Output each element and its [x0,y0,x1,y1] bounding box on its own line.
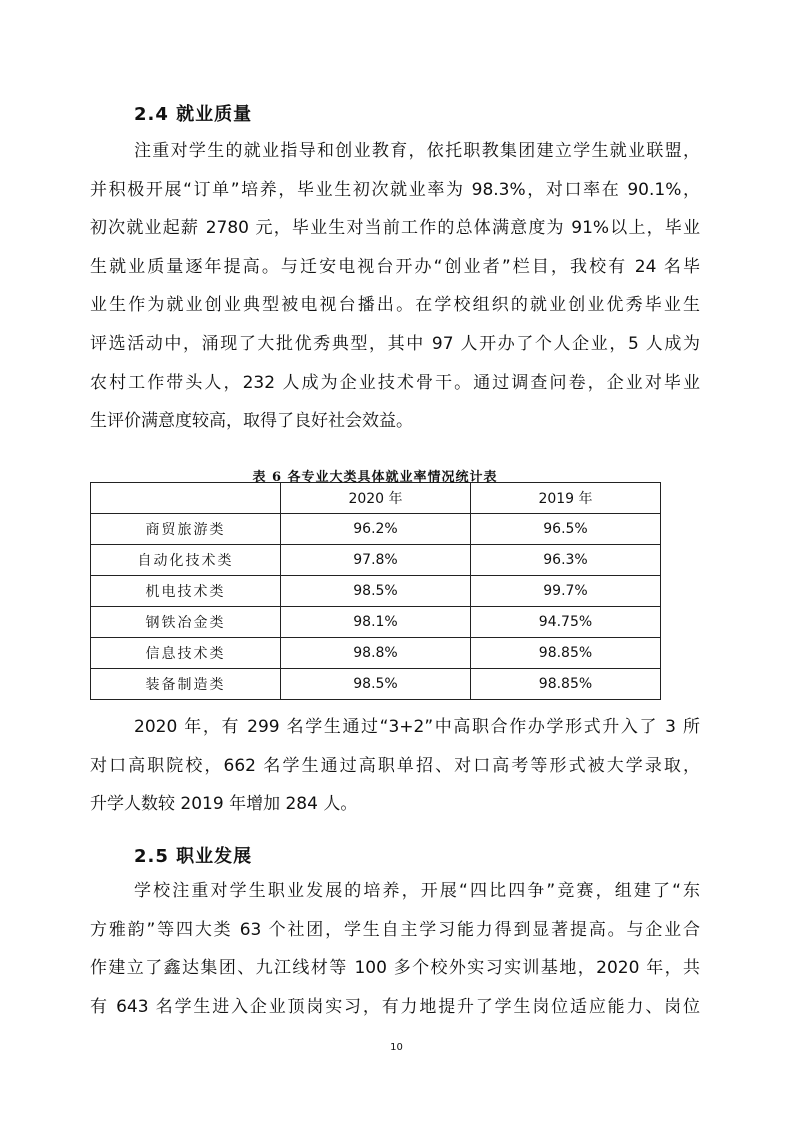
header-cell-blank [91,483,281,514]
paragraph-line: 有 643 名学生进入企业顶岗实习，有力地提升了学生岗位适应能力、岗位 [90,996,700,1017]
table-row [91,607,661,638]
category-cell: 商贸旅游类 [91,514,281,545]
header-cell-2020: 2020 年 [281,483,471,514]
paragraph-line: 初次就业起薪 2780 元，毕业生对当前工作的总体满意度为 91%以上，毕业 [90,218,700,239]
paragraph-line: 对口高职院校，662 名学生通过高职单招、对口高考等形式被大学录取， [90,755,700,776]
paragraph-line: 评选活动中，涌现了大批优秀典型，其中 97 人开办了个人企业，5 人成为 [90,333,700,354]
category-cell: 装备制造类 [91,669,281,700]
rate-2020-cell: 97.8% [281,545,471,576]
page-number: 10 [390,1042,403,1053]
paragraph-line: 升学人数较 2019 年增加 284 人。 [90,794,358,815]
paragraph-line: 并积极开展“订单”培养，毕业生初次就业率为 98.3%，对口率在 90.1%， [90,179,700,200]
paragraph-line: 农村工作带头人，232 人成为企业技术骨干。通过调查问卷，企业对毕业 [90,372,700,393]
rate-2019-cell: 94.75% [471,607,661,638]
further-study-paragraph [90,708,700,824]
rate-2019-cell: 98.85% [471,669,661,700]
employment-rate-table [90,482,661,700]
table-row [91,514,661,545]
paragraph-line: 生就业质量逐年提高。与迁安电视台开办“创业者”栏目，我校有 24 名毕 [90,256,700,277]
rate-2020-cell: 96.2% [281,514,471,545]
table-row [91,576,661,607]
paragraph-line: 2020 年，有 299 名学生通过“3+2”中高职合作办学形式升入了 3 所 [134,717,700,737]
category-cell: 机电技术类 [91,576,281,607]
career-development-paragraph [90,872,700,1026]
rate-2019-cell: 96.3% [471,545,661,576]
category-cell: 钢铁冶金类 [91,607,281,638]
rate-2019-cell: 99.7% [471,576,661,607]
category-cell: 信息技术类 [91,638,281,669]
paragraph-line: 生评价满意度较高，取得了良好社会效益。 [90,411,413,432]
category-cell: 自动化技术类 [91,545,281,576]
rate-2020-cell: 98.1% [281,607,471,638]
table-caption: 表 6 各专业大类具体就业率情况统计表 [252,470,498,485]
paragraph-line: 业生作为就业创业典型被电视台播出。在学校组织的就业创业优秀毕业生 [90,295,700,316]
header-cell-2019: 2019 年 [471,483,661,514]
paragraph-line: 作建立了鑫达集团、九江线材等 100 多个校外实习实训基地，2020 年，共 [90,958,700,979]
paragraph-line: 注重对学生的就业指导和创业教育，依托职教集团建立学生就业联盟， [134,141,700,161]
table-row [91,545,661,576]
table-header-row [91,483,661,514]
rate-2019-cell: 98.85% [471,638,661,669]
employment-quality-paragraph [90,132,700,441]
section-heading-employment-quality: 2.4 就业质量 [134,104,253,125]
paragraph-line: 学校注重对学生职业发展的培养，开展“四比四争”竞赛，组建了“东 [134,881,700,901]
table-row [91,638,661,669]
table-row [91,669,661,700]
rate-2020-cell: 98.5% [281,576,471,607]
rate-2019-cell: 96.5% [471,514,661,545]
section-heading-career-development: 2.5 职业发展 [134,846,253,867]
rate-2020-cell: 98.8% [281,638,471,669]
rate-2020-cell: 98.5% [281,669,471,700]
paragraph-line: 方雅韵”等四大类 63 个社团，学生自主学习能力得到显著提高。与企业合 [90,919,700,940]
